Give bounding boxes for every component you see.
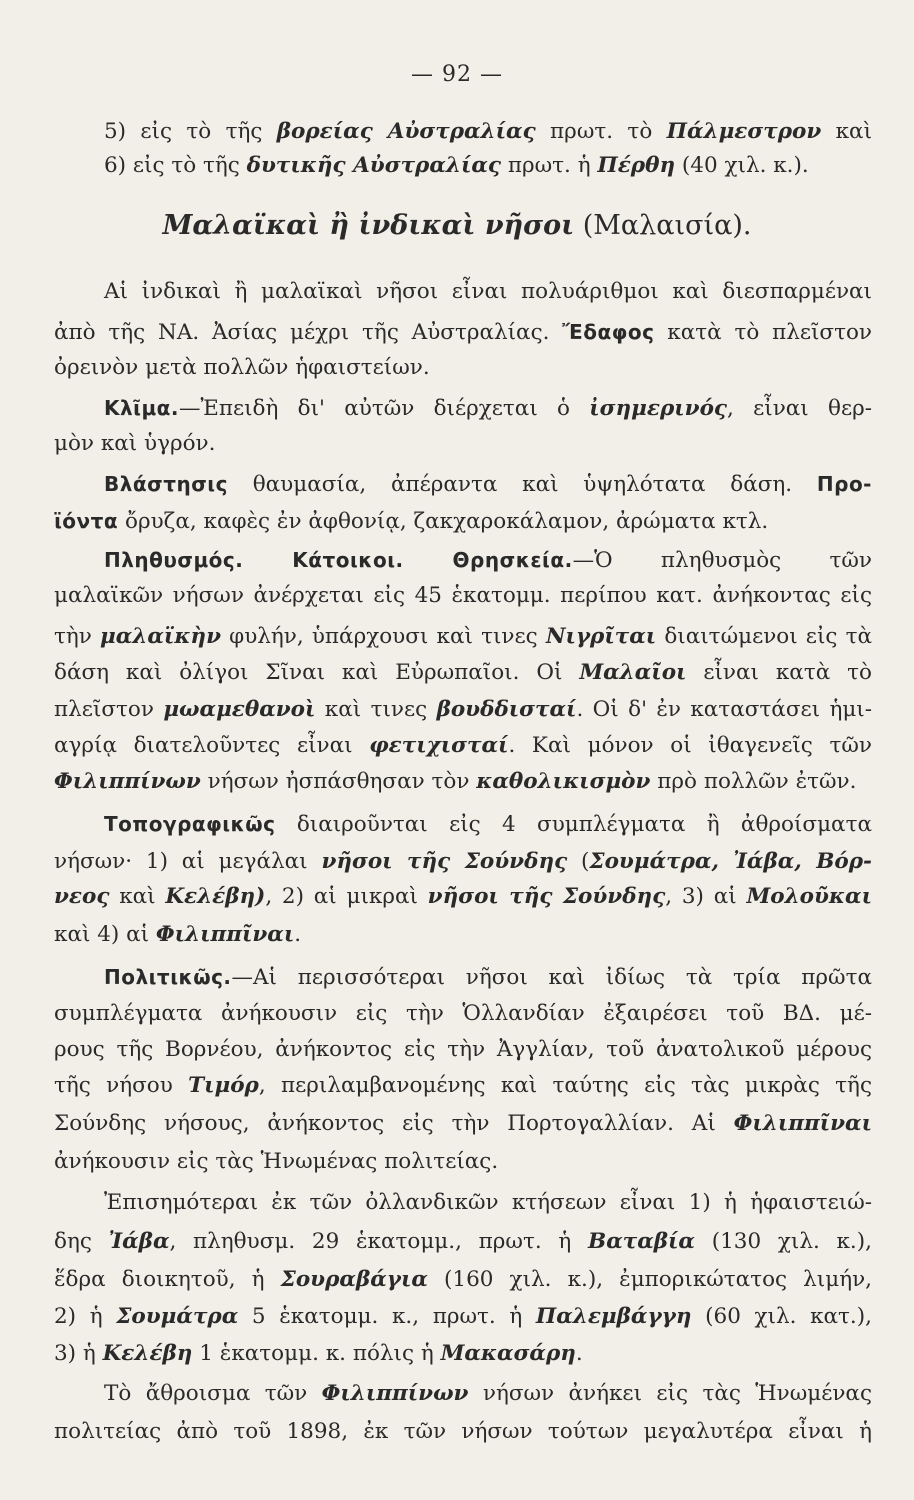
text-run: εἶναι κατὰ τὸ	[686, 660, 872, 685]
emphasized-term: Πάλμεστρον	[666, 119, 822, 144]
text-run: θαυμασία, ἀπέραντα καὶ ὑψηλότατα δάση.	[227, 472, 817, 497]
emphasized-term: φετιχισταί	[369, 733, 509, 758]
text-run: (160 χιλ. κ.), ἐμπορικώτατος λιμήν,	[427, 1267, 872, 1292]
emphasized-term: ἰσημερινός	[589, 396, 728, 421]
emphasized-term: νῆσοι τῆς Σούνδης	[427, 884, 666, 909]
text-run: κατὰ τὸ πλεῖστον	[654, 320, 873, 345]
text-run: αγρίᾳ διατελοῦντες εἶναι	[54, 733, 370, 758]
text-run: ἀνήκουσιν εἰς τὰς Ἡνωμένας πολιτείας.	[54, 1149, 499, 1174]
text-line	[54, 657, 872, 689]
text-run: . Οἱ δ' ἐν καταστάσει ἡμι-	[576, 697, 873, 722]
text-line	[54, 1146, 872, 1178]
emphasized-term: μωαμεθανοὶ	[163, 697, 316, 722]
emphasized-term: Φιλιππίνων	[321, 1381, 469, 1406]
section-heading: Κλῖμα.	[104, 396, 180, 420]
text-run: τῆς νήσου	[54, 1073, 189, 1098]
text-run: πρὸ πολλῶν ἐτῶν.	[650, 769, 857, 794]
emphasized-term: Μακασάρη	[440, 1341, 576, 1366]
text-line	[104, 544, 872, 577]
text-run: μὸν καὶ ὑγρόν.	[54, 431, 216, 456]
text-run: —Αἱ περισσότεραι νῆσοι καὶ ἰδίως τὰ τρία πρῶτα	[231, 965, 872, 990]
text-line	[104, 1187, 872, 1219]
text-run: δης	[54, 1229, 109, 1254]
text-run: , 2) αἱ μικραὶ	[265, 884, 428, 909]
emphasized-term: νεος	[54, 884, 110, 909]
section-heading: Τοπογραφικῶς	[104, 812, 276, 836]
text-run: καὶ 4) αἱ	[54, 922, 156, 947]
text-run: Σούνδης νήσους, ἀνήκοντος εἰς τὴν Πορτογαλλίαν. Αἱ	[54, 1111, 734, 1136]
text-run: πρωτ. τὸ	[535, 119, 667, 144]
section-heading: Πολιτικῶς.	[104, 965, 232, 989]
text-line	[54, 846, 872, 878]
page-number: — 92 —	[411, 62, 503, 87]
text-run: καὶ	[109, 884, 166, 909]
text-run: , περιλαμβανομένης καὶ ταύτης εἰς τὰς μικρὰς τῆς	[258, 1073, 872, 1098]
text-run: (Μαλαισία).	[574, 210, 752, 241]
text-line	[104, 961, 872, 994]
text-run: 5 ἑκατομμ. κ., πρωτ. ἡ	[238, 1304, 536, 1329]
text-run: 6) εἰς τὸ τῆς	[104, 153, 247, 178]
text-run: 1 ἑκατομμ. κ. πόλις ἡ	[192, 1341, 441, 1366]
emphasized-term: Μαλαῖοι	[579, 660, 687, 685]
emphasized-term: Σουμάτρα, Ἰάβα, Βόρ-	[589, 849, 872, 874]
text-run: διαιροῦνται εἰς 4 συμπλέγματα ἢ ἀθροίσματα	[275, 812, 872, 837]
text-run: πολιτείας ἀπὸ τοῦ 1898, ἐκ τῶν νήσων τούτων μεγαλυτέρα εἶναι ἡ	[54, 1419, 872, 1444]
section-heading: Πληθυσμός. Κάτοικοι. Θρησκεία.	[104, 548, 573, 572]
text-line	[104, 276, 872, 308]
text-run: φυλήν, ὑπάρχουσι καὶ τινες	[221, 624, 546, 649]
text-run: Ἐπισημότεραι ἐκ τῶν ὀλλανδικῶν κτήσεων εἶναι 1) ἡ ἡφαιστειώ-	[104, 1190, 872, 1215]
emphasized-term: νῆσοι τῆς Σούνδης	[321, 849, 568, 874]
text-run: Τὸ ἄθροισμα τῶν	[104, 1381, 322, 1406]
emphasized-term: Μαλαϊκαὶ ἢ ἰνδικαὶ νῆσοι	[162, 210, 575, 241]
text-run: Αἱ ἰνδικαὶ ἢ μαλαϊκαὶ νῆσοι εἶναι πολυάριθμοι καὶ διεσπαρμέναι	[104, 279, 872, 304]
emphasized-term: Παλεμβάγγη	[535, 1304, 692, 1329]
emphasized-term: Βαταβία	[588, 1229, 695, 1254]
text-line	[54, 621, 872, 653]
text-run: ὄρυζα, καφὲς ἐν ἀφθονίᾳ, ζακχαροκάλαμον, ἀρώματα κτλ.	[118, 509, 769, 534]
text-line	[104, 150, 872, 182]
section-heading: ϊόντα	[54, 509, 119, 533]
text-line	[54, 1301, 872, 1333]
text-line	[54, 352, 872, 384]
text-line	[0, 210, 914, 242]
text-run: (60 χιλ. κατ.),	[691, 1304, 872, 1329]
text-line	[54, 316, 872, 349]
emphasized-term: Μολοῦκαι	[746, 884, 872, 909]
text-run: , 3) αἱ	[665, 884, 747, 909]
text-line	[104, 808, 872, 841]
text-line	[54, 1034, 872, 1066]
text-line	[54, 1226, 872, 1258]
text-run: διαιτώμενοι εἰς τὰ	[656, 624, 872, 649]
text-run: συμπλέγματα ἀνήκουσιν εἰς τὴν Ὁλλανδίαν ἐξαιρέσει τοῦ ΒΔ. μέ-	[54, 1001, 872, 1026]
emphasized-term: Φιλιππῖναι	[733, 1111, 872, 1136]
text-run: (130 χιλ. κ.),	[694, 1229, 872, 1254]
emphasized-term: Νιγρῖται	[545, 624, 657, 649]
section-heading: Ἔδαφος	[562, 320, 655, 344]
emphasized-term: Ἰάβα	[108, 1229, 170, 1254]
emphasized-term: Φιλιππῖναι	[155, 922, 295, 947]
emphasized-term: Σουραβάγια	[280, 1267, 428, 1292]
text-run: .	[294, 922, 302, 947]
emphasized-term: Πέρθη	[597, 153, 676, 178]
text-run: —Ἐπειδὴ δι' αὐτῶν διέρχεται ὁ	[179, 396, 590, 421]
text-run: 2) ἡ	[54, 1304, 117, 1329]
text-line	[54, 428, 872, 460]
text-run: ἀπὸ τῆς ΝΑ. Ἀσίας μέχρι τῆς Αὐστραλίας.	[54, 320, 563, 345]
text-line	[54, 766, 872, 798]
text-line	[54, 1416, 872, 1448]
text-run: νήσων· 1) αἱ μεγάλαι	[54, 849, 322, 874]
emphasized-term: βουδδισταί	[436, 697, 577, 722]
text-line	[54, 1108, 872, 1140]
text-run: καὶ τινες	[315, 697, 437, 722]
text-line	[54, 881, 872, 913]
text-line	[54, 505, 872, 538]
section-heading: Βλάστησις	[104, 472, 228, 496]
emphasized-term: Σουμάτρα	[116, 1304, 239, 1329]
text-run: μαλαϊκῶν νήσων ἀνέρχεται εἰς 45 ἑκατομμ. περίπου κατ. ἀνήκοντας εἰς	[54, 583, 872, 608]
text-line	[54, 1264, 872, 1296]
emphasized-term: δυτικῆς Αὐστραλίας	[246, 153, 501, 178]
emphasized-term: Κελέβη	[102, 1341, 193, 1366]
text-run: —Ὁ πληθυσμὸς τῶν	[572, 548, 872, 573]
text-run: . Καὶ μόνον οἱ ἰθαγενεῖς τῶν	[508, 733, 872, 758]
text-run: (	[567, 849, 590, 874]
text-run: νήσων ἀνήκει εἰς τὰς Ἡνωμένας	[468, 1381, 872, 1406]
text-line	[104, 116, 872, 148]
text-run: ἕδρα διοικητοῦ, ἡ	[54, 1267, 281, 1292]
text-run: καὶ	[821, 119, 873, 144]
text-run: 5) εἰς τὸ τῆς	[104, 119, 277, 144]
emphasized-term: Κελέβη)	[165, 884, 266, 909]
text-line	[54, 998, 872, 1030]
text-run: , πληθυσμ. 29 ἑκατομμ., πρωτ. ἡ	[169, 1229, 589, 1254]
text-line	[54, 919, 872, 951]
text-run: πλεῖστον	[54, 697, 164, 722]
text-line	[54, 1338, 872, 1370]
text-run: ρους τῆς Βορνέου, ἀνήκοντος εἰς τὴν Ἀγγλίαν, τοῦ ἀνατολικοῦ μέρους	[54, 1037, 872, 1062]
text-line	[104, 1378, 872, 1410]
emphasized-term: μαλαϊκὴν	[100, 624, 221, 649]
emphasized-term: καθολικισμὸν	[476, 769, 651, 794]
emphasized-term: Φιλιππίνων	[54, 769, 201, 794]
text-line	[54, 694, 872, 726]
section-heading: Προ-	[816, 472, 872, 496]
text-run: (40 χιλ. κ.).	[675, 153, 809, 178]
text-run: , εἶναι θερ-	[727, 396, 873, 421]
text-line	[104, 468, 872, 501]
text-run: νήσων ἠσπάσθησαν τὸν	[200, 769, 477, 794]
text-run: τὴν	[54, 624, 101, 649]
text-line	[104, 392, 872, 425]
text-run: ὀρεινὸν μετὰ πολλῶν ἡφαιστείων.	[54, 355, 430, 380]
text-run: 3) ἡ	[54, 1341, 103, 1366]
text-run: πρωτ. ἡ	[501, 153, 598, 178]
text-run: δάση καὶ ὀλίγοι Σῖναι καὶ Εὐρωπαῖοι. Οἱ	[54, 660, 580, 685]
text-line	[54, 1070, 872, 1102]
emphasized-term: βορείας Αὐστραλίας	[276, 119, 536, 144]
emphasized-term: Τιμόρ	[188, 1073, 259, 1098]
text-line	[54, 730, 872, 762]
text-line	[54, 580, 872, 612]
text-run: .	[575, 1341, 583, 1366]
